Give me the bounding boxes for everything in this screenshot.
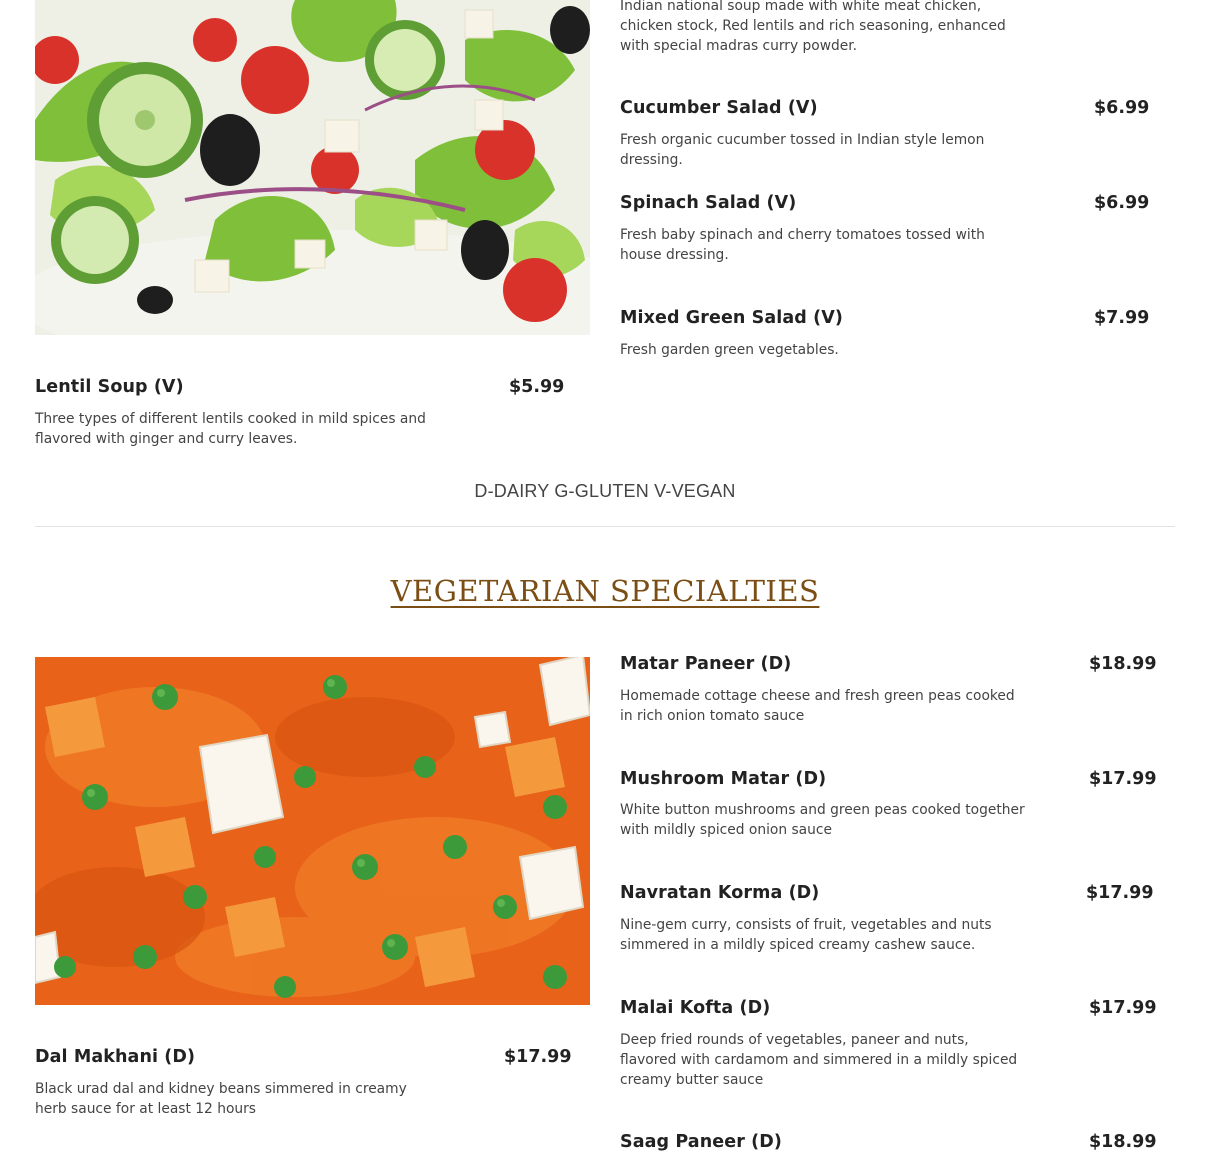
item-price: $6.99 (1094, 98, 1150, 118)
item-name: Mixed Green Salad (V) (620, 308, 843, 328)
salad-photo (35, 0, 590, 335)
item-name: Saag Paneer (D) (620, 1132, 782, 1152)
item-name: Malai Kofta (D) (620, 998, 771, 1018)
item-price: $17.99 (1089, 769, 1157, 789)
item-description: Fresh garden green vegetables. (620, 342, 839, 358)
item-description: White button mushrooms and green peas cooked together with mildly spiced onion sauce (620, 802, 1025, 838)
menu-item-dal-makhani (35, 1047, 590, 1127)
item-price: $18.99 (1089, 1132, 1157, 1152)
item-description: Homemade cottage cheese and fresh green peas cooked in rich onion tomato sauce (620, 688, 1015, 724)
item-description: Fresh baby spinach and cherry tomatoes tossed with house dressing. (620, 227, 985, 263)
menu-item-lentil-soup (35, 377, 590, 457)
item-name: Navratan Korma (D) (620, 883, 820, 903)
item-description: Black urad dal and kidney beans simmered in creamy herb sauce for at least 12 hours (35, 1081, 407, 1117)
item-price: $5.99 (509, 377, 565, 397)
item-name: Spinach Salad (V) (620, 193, 797, 213)
item-price: $6.99 (1094, 193, 1150, 213)
item-name: Dal Makhani (D) (35, 1047, 196, 1067)
item-price: $17.99 (504, 1047, 572, 1067)
menu-item-saag-paneer (620, 1132, 1180, 1152)
section-title-text: VEGETARIAN SPECIALTIES (390, 574, 820, 608)
item-price: $18.99 (1089, 654, 1157, 674)
item-description: Fresh organic cucumber tossed in Indian style lemon dressing. (620, 132, 985, 168)
section-divider (35, 526, 1175, 527)
item-description: Three types of different lentils cooked in mild spices and flavored with ginger and curry leaves. (35, 411, 426, 447)
item-price: $17.99 (1089, 998, 1157, 1018)
menu-item-navratan-korma (620, 883, 1180, 963)
item-name: Mushroom Matar (D) (620, 769, 827, 789)
menu-item-mixed-green-salad (620, 308, 1180, 368)
menu-item-malai-kofta (620, 998, 1180, 1098)
menu-item-cucumber-salad (620, 98, 1180, 168)
item-name: Cucumber Salad (V) (620, 98, 818, 118)
item-price: $17.99 (1086, 883, 1154, 903)
section-title (0, 574, 1210, 608)
menu-item-mulligatawny (620, 0, 1180, 60)
item-description: Nine-gem curry, consists of fruit, vegetables and nuts simmered in a mildly spiced creamy cashew sauce. (620, 917, 992, 953)
matar-paneer-photo (35, 657, 590, 1005)
dietary-legend: D-DAIRY G-GLUTEN V-VEGAN (474, 481, 736, 501)
menu-item-mushroom-matar (620, 769, 1180, 849)
item-description: Deep fried rounds of vegetables, paneer and nuts, flavored with cardamom and simmered in a mildly spiced creamy butter sauce (620, 1032, 1018, 1088)
item-name: Lentil Soup (V) (35, 377, 184, 397)
menu-item-matar-paneer (620, 654, 1180, 734)
item-name: Matar Paneer (D) (620, 654, 792, 674)
item-price: $7.99 (1094, 308, 1150, 328)
item-description: Indian national soup made with white meat chicken, chicken stock, Red lentils and rich seasoning, enhanced with special madras curry powder. (620, 0, 1006, 54)
menu-item-spinach-salad (620, 193, 1180, 273)
